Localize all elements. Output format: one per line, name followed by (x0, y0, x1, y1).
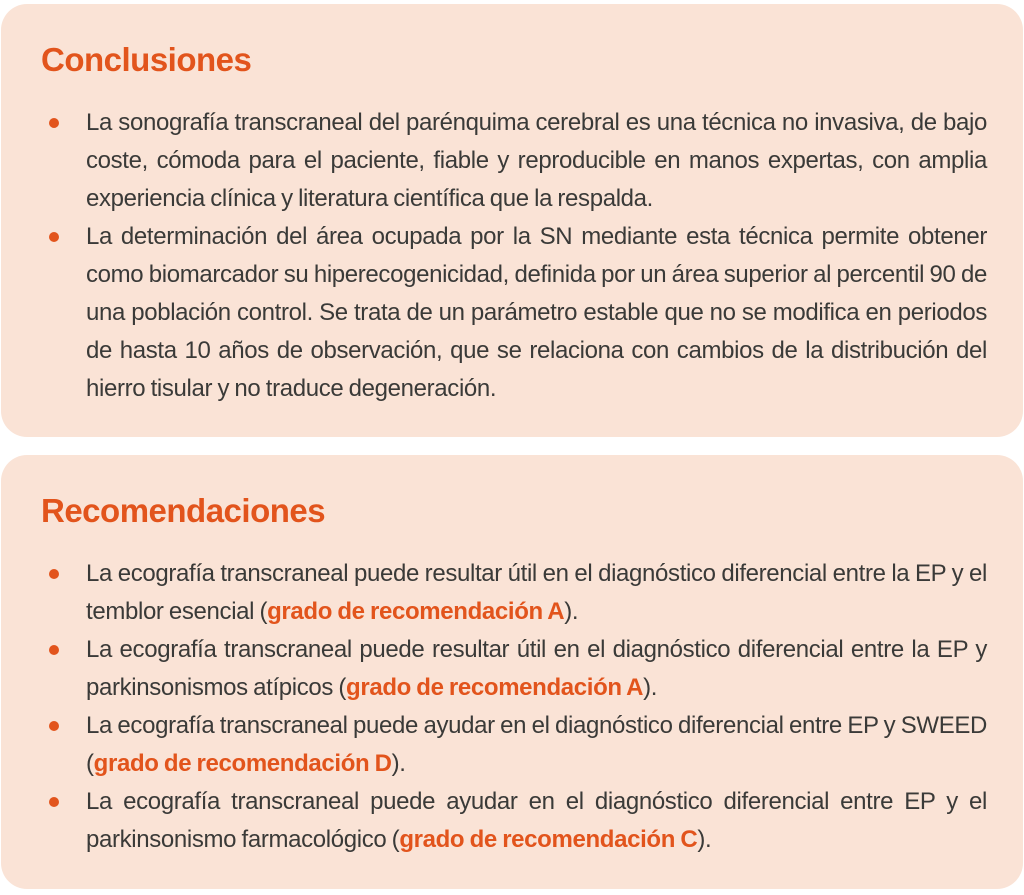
bullet-text: La sonografía transcraneal del parénquima cerebral es una técnica no invasiva, de bajo coste, cómoda para el paciente, fiable y reproducible en manos expertas, con amplia experiencia clínica y literatura científica que la respalda. (86, 109, 987, 212)
bullet-text: La ecografía transcraneal puede resultar útil en el diagnóstico diferencial entre la EP y el temblor esencial ( (86, 560, 987, 625)
bullet-icon (49, 721, 59, 731)
panel-conclusiones (1, 4, 1023, 437)
bullet-text: La ecografía transcraneal puede ayudar en el diagnóstico diferencial entre EP y el parkinsonismo farmacológico ( (86, 788, 987, 853)
list-item (41, 783, 987, 859)
grade-label: grado de recomendación A (267, 598, 565, 625)
list-item (41, 707, 987, 783)
bullet-icon (49, 569, 59, 579)
grade-label: grado de recomendación C (399, 826, 698, 853)
grade-label: grado de recomendación D (93, 750, 392, 777)
bullet-icon (49, 797, 59, 807)
bullet-list-conclusiones (41, 104, 987, 408)
bullet-text: La ecografía transcraneal puede ayudar en el diagnóstico diferencial entre EP y SWEED ( (86, 712, 987, 777)
panel-recomendaciones (1, 455, 1023, 889)
section-title-conclusiones: Conclusiones (41, 41, 252, 78)
bullet-list-recomendaciones (41, 555, 987, 859)
bullet-text: La ecografía transcraneal puede resultar útil en el diagnóstico diferencial entre la EP y parkinsonismos atípicos ( (86, 636, 987, 701)
bullet-icon (49, 645, 59, 655)
list-item (41, 555, 987, 631)
bullet-text: La determinación del área ocupada por la SN mediante esta técnica permite obtener como biomarcador su hiperecogenicidad, definida por un área superior al percentil 90 de una población control. Se trata de un parámetro estable que no se modifica en periodos de hasta 10 años de observación, que se relaciona con cambios de la distribución del hierro tisular y no traduce degeneración. (86, 223, 987, 402)
grade-label: grado de recomendación A (346, 674, 644, 701)
list-item (41, 631, 987, 707)
bullet-icon (49, 232, 59, 242)
list-item (41, 104, 987, 218)
bullet-text: ). (564, 598, 579, 625)
list-item (41, 218, 987, 408)
section-title-recomendaciones: Recomendaciones (41, 492, 326, 529)
bullet-icon (49, 118, 59, 128)
bullet-text: ). (697, 826, 712, 853)
bullet-text: ). (391, 750, 406, 777)
bullet-text: ). (643, 674, 658, 701)
